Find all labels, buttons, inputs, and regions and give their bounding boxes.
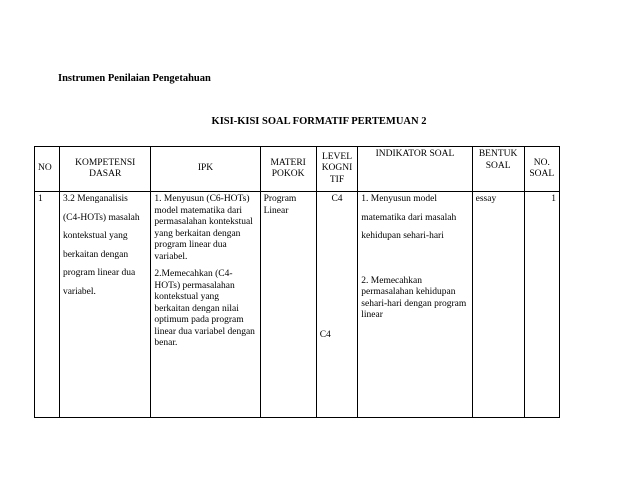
document-title: Instrumen Penilaian Pengetahuan xyxy=(58,73,211,84)
table-header-row xyxy=(35,147,560,192)
header-indikator-soal: INDIKATOR SOAL xyxy=(358,147,472,192)
level-value-2: C4 xyxy=(319,329,331,340)
table-row xyxy=(35,192,560,418)
header-no: NO xyxy=(35,147,60,192)
cell-no-soal: 1 xyxy=(524,192,559,418)
cell-ipk xyxy=(151,192,260,418)
indikator-item-2: 2. Memecahkan permasalahan kehidupan sehari-hari dengan program linear xyxy=(361,275,467,320)
kompetensi-line: (C4-HOTs) masalah xyxy=(62,212,140,223)
indikator-line: kehidupan sehari-hari xyxy=(361,231,444,241)
cell-bentuk-soal: essay xyxy=(472,192,524,418)
cell-no: 1 xyxy=(35,192,60,418)
cell-materi-pokok: Program Linear xyxy=(260,192,316,418)
kompetensi-line: kontekstual yang xyxy=(62,231,128,241)
kompetensi-line: program linear dua xyxy=(62,268,136,278)
kompetensi-line: variabel. xyxy=(62,286,96,297)
header-no-soal: NO. SOAL xyxy=(524,147,559,192)
kompetensi-line: berkaitan dengan xyxy=(62,249,129,260)
header-kompetensi-dasar: KOMPETENSI DASAR xyxy=(59,147,150,192)
cell-level-kognitif xyxy=(316,192,358,418)
cell-kompetensi-dasar xyxy=(59,192,150,418)
kisi-kisi-table xyxy=(34,146,560,418)
indikator-line: 1. Menyusun model xyxy=(361,194,438,204)
ipk-item-2: 2.Memecahkan (C4-HOTs) permasalahan kontekstual yang berkaitan dengan nilai optimum pada program linear dua variabel dengan benar. xyxy=(154,269,255,348)
level-value-1: C4 xyxy=(331,194,343,204)
table-title: KISI-KISI SOAL FORMATIF PERTEMUAN 2 xyxy=(211,116,427,127)
cell-indikator-soal xyxy=(358,192,472,418)
ipk-item-1: 1. Menyusun (C6-HOTs) model matematika dari permasalahan kontekstual yang berkaitan dengan program linear dua variabel. xyxy=(154,194,253,262)
header-ipk: IPK xyxy=(151,147,260,192)
header-bentuk-soal: BENTUK SOAL xyxy=(472,147,524,192)
header-materi-pokok: MATERI POKOK xyxy=(260,147,316,192)
header-level-kognitif: LEVEL KOGNI TIF xyxy=(316,147,358,192)
indikator-line: matematika dari masalah xyxy=(361,212,457,223)
kompetensi-line: 3.2 Menganalisis xyxy=(62,194,128,204)
